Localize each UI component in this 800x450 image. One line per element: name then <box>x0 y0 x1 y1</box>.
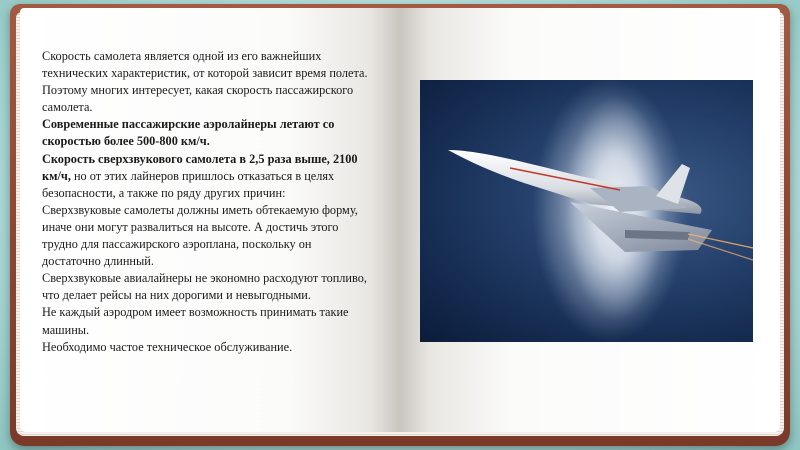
supersonic-jet-illustration <box>420 80 753 342</box>
paragraph-maintenance: Необходимо частое техническое обслуживание. <box>42 339 293 354</box>
paragraph-fuel-consumption: Сверхзвуковые авиалайнеры не экономно расходуют топливо, что делает рейсы на них дорогими и невыгодными. <box>42 271 367 303</box>
paragraph-subsonic-speed-text: Современные пассажирские аэролайнеры летают со скоростью более 500-800 км/ч. <box>42 117 335 149</box>
article-text <box>42 48 372 356</box>
paragraph-streamlined-shape: Сверхзвуковые самолеты должны иметь обтекаемую форму, иначе они могут развалиться на высоте. А достичь этого трудно для пассажирского аэроплана, поскольку он достаточно длинный. <box>42 202 358 269</box>
supersonic-jet-photo <box>420 80 753 342</box>
paragraph-subsonic-speed <box>42 116 372 150</box>
paragraph-intro: Скорость самолета является одной из его важнейших технических характеристик, от которой зависит время полета. Поэтому многих интересует, какая скорость пассажирского самолета. <box>42 49 368 115</box>
paragraph-supersonic-speed-bold: Скорость сверхзвукового самолета в 2,5 раза выше, 2100 км/ч, <box>42 151 358 183</box>
paragraph-supersonic-speed-rest: но от этих лайнеров пришлось отказаться в целях безопасности, а также по ряду других причин: <box>42 168 335 200</box>
paragraph-supersonic-speed <box>42 151 372 202</box>
paragraph-airfields: Не каждый аэродром имеет возможность принимать такие машины. <box>42 305 349 337</box>
